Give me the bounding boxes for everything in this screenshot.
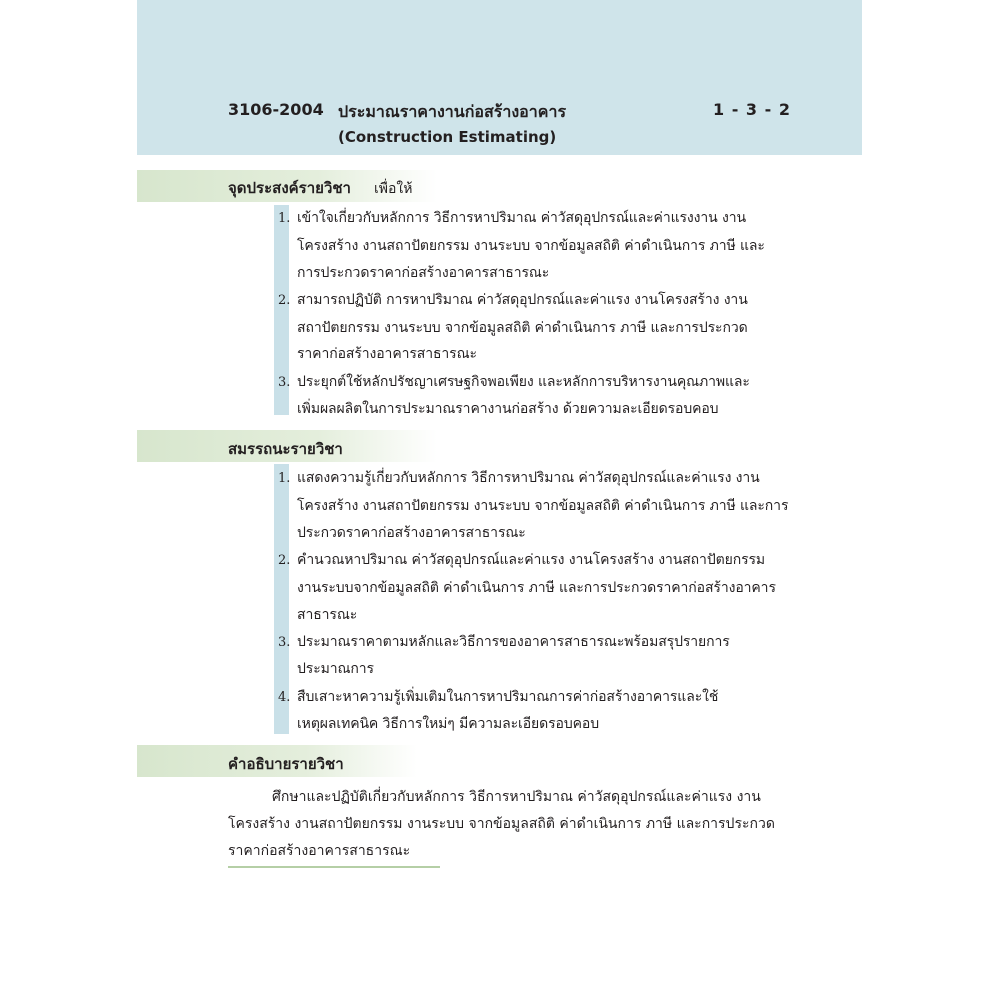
description-line: โครงสร้าง งานสถาปัตยกรรม งานระบบ จากข้อมูลสถิติ ค่าดำเนินการ ภาษี และการประกวด <box>228 816 775 832</box>
course-title-th: ประมาณราคางานก่อสร้างอาคาร <box>338 102 567 121</box>
course-code: 3106-2004 <box>228 100 324 119</box>
competencies-heading: สมรรถนะรายวิชา <box>228 440 343 458</box>
item-line: สถาปัตยกรรม งานระบบ จากข้อมูลสถิติ ค่าดำเนินการ ภาษี และการประกวด <box>297 320 748 336</box>
objectives-suffix: เพื่อให้ <box>374 181 413 197</box>
item-line: ราคาก่อสร้างอาคารสาธารณะ <box>297 346 477 362</box>
item-number: 4. <box>278 690 291 705</box>
item-line: เพิ่มผลผลิตในการประมาณราคางานก่อสร้าง ด้วยความละเอียดรอบคอบ <box>297 401 719 417</box>
item-line: เหตุผลเทคนิค วิธีการใหม่ๆ มีความละเอียดรอบคอบ <box>297 716 599 732</box>
item-number: 3. <box>278 635 291 650</box>
item-number: 1. <box>278 211 291 226</box>
item-line: ประมาณราคาตามหลักและวิธีการของอาคารสาธารณะพร้อมสรุปรายการ <box>297 634 730 650</box>
item-line: ประกวดราคาก่อสร้างอาคารสาธารณะ <box>297 525 526 541</box>
item-number: 1. <box>278 471 291 486</box>
item-line: สาธารณะ <box>297 607 358 623</box>
item-number: 2. <box>278 293 291 308</box>
item-line: การประกวดราคาก่อสร้างอาคารสาธารณะ <box>297 265 550 281</box>
item-line: แสดงความรู้เกี่ยวกับหลักการ วิธีการหาปริมาณ ค่าวัสดุอุปกรณ์และค่าแรง งาน <box>297 470 760 486</box>
description-line: ราคาก่อสร้างอาคารสาธารณะ <box>228 843 411 859</box>
item-line: งานระบบจากข้อมูลสถิติ ค่าดำเนินการ ภาษี และการประกวดราคาก่อสร้างอาคาร <box>297 580 776 596</box>
description-line: ศึกษาและปฏิบัติเกี่ยวกับหลักการ วิธีการหาปริมาณ ค่าวัสดุอุปกรณ์และค่าแรง งาน <box>272 789 761 805</box>
item-line: สามารถปฏิบัติ การหาปริมาณ ค่าวัสดุอุปกรณ์และค่าแรง งานโครงสร้าง งาน <box>297 292 748 308</box>
course-credits: 1 - 3 - 2 <box>713 100 790 119</box>
item-line: โครงสร้าง งานสถาปัตยกรรม งานระบบ จากข้อมูลสถิติ ค่าดำเนินการ ภาษี และการ <box>297 498 789 514</box>
item-line: ประมาณการ <box>297 661 374 677</box>
description-heading: คำอธิบายรายวิชา <box>228 755 344 773</box>
item-number: 3. <box>278 375 291 390</box>
item-line: สืบเสาะหาความรู้เพิ่มเติมในการหาปริมาณการค่าก่อสร้างอาคารและใช้ <box>297 689 719 705</box>
item-line: ประยุกต์ใช้หลักปรัชญาเศรษฐกิจพอเพียง และหลักการบริหารงานคุณภาพและ <box>297 374 750 390</box>
item-number: 2. <box>278 553 291 568</box>
section-end-rule <box>228 866 440 868</box>
item-line: โครงสร้าง งานสถาปัตยกรรม งานระบบ จากข้อมูลสถิติ ค่าดำเนินการ ภาษี และ <box>297 238 765 254</box>
item-line: เข้าใจเกี่ยวกับหลักการ วิธีการหาปริมาณ ค่าวัสดุอุปกรณ์และค่าแรงงาน งาน <box>297 210 746 226</box>
course-title-en: (Construction Estimating) <box>338 128 557 146</box>
objectives-heading: จุดประสงค์รายวิชา <box>228 179 351 197</box>
item-line: คำนวณหาปริมาณ ค่าวัสดุอุปกรณ์และค่าแรง งานโครงสร้าง งานสถาปัตยกรรม <box>297 552 766 568</box>
